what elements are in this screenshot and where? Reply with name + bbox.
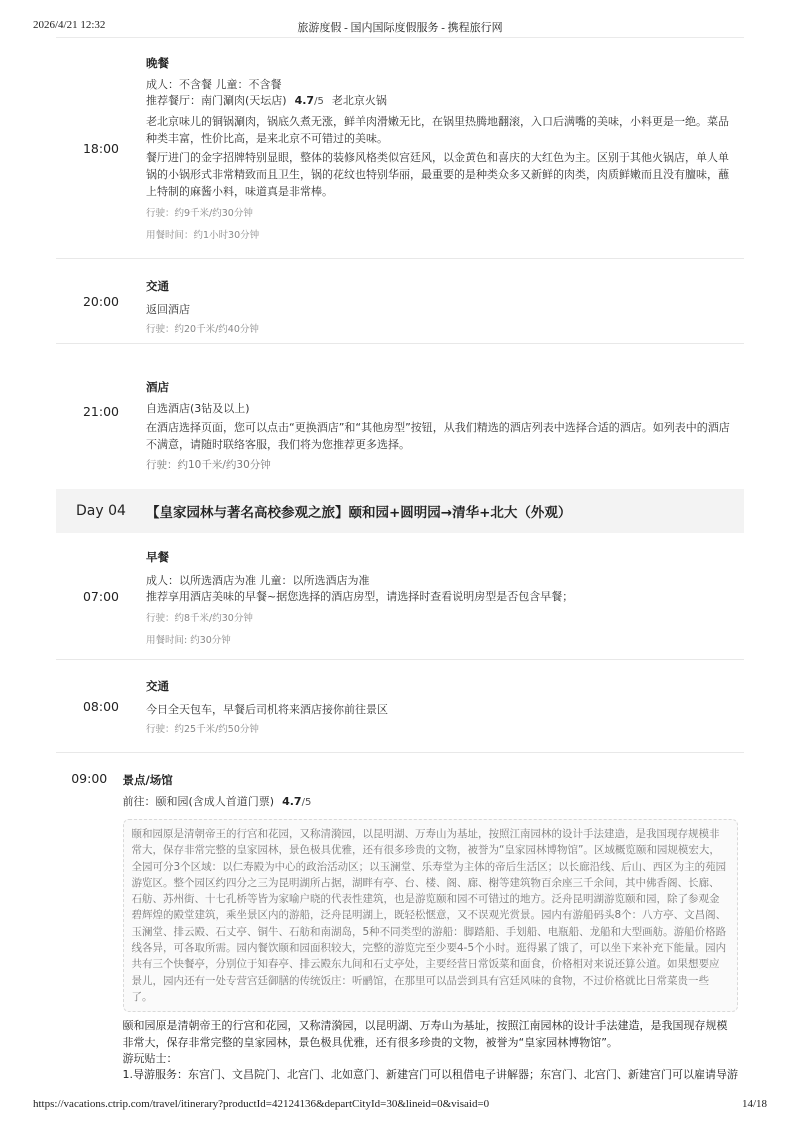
destination-name[interactable]: 前往：颐和园(含成人首道门票) <box>122 795 275 808</box>
category-label: 晚餐 <box>146 56 169 70</box>
restaurant-score: 4.7 <box>294 94 315 107</box>
drive-info: 行驶：约8千米/约30分钟 <box>146 613 253 624</box>
itinerary-row-transport <box>56 258 744 343</box>
itinerary-row-dinner <box>56 37 744 258</box>
breakfast-note: 推荐享用酒店美味的早餐~据您选择的酒店房型，请选择时查看说明房型是否包含早餐； <box>146 590 574 603</box>
restaurant-type: 老北京火锅 <box>331 94 387 107</box>
drive-info: 行驶：约25千米/约50分钟 <box>146 724 259 735</box>
restaurant-info <box>146 93 738 110</box>
time-label: 08:00 <box>82 698 120 714</box>
time-label: 20:00 <box>82 293 120 309</box>
destination-info <box>123 794 739 811</box>
category-label: 酒店 <box>146 380 169 394</box>
print-datetime: 2026/4/21 12:32 <box>33 19 106 31</box>
transport-text: 返回酒店 <box>146 303 190 316</box>
destination-score-denominator: /5 <box>301 797 312 808</box>
day-title: 【皇家园林与著名高校参观之旅】颐和园+圆明园→清华+北大（外观） <box>146 505 572 521</box>
tip-item: 1.导游服务：东宫门、文昌院门、北宫门、北如意门、新建宫门可以租借电子讲解器；东宫门、北宫门、新建宫门可以雇请导游 <box>122 1068 738 1082</box>
time-label: 21:00 <box>82 404 120 419</box>
attraction-summary: 颐和园原是清朝帝王的行宫和花园，又称清漪园，以昆明湖、万寿山为基址，按照江南园林的设计手法建造，是我国现存规模非常大，保存非常完整的皇家园林，景色极具优雅，还有很多珍贵的文物，被誉为“皇家园林博物馆”。 <box>122 1019 728 1050</box>
restaurant-score-denominator: /5 <box>314 96 324 107</box>
print-title: 旅游度假 - 国内国际度假服务 - 携程旅行网 <box>297 22 503 34</box>
category-label: 交通 <box>146 679 169 693</box>
meal-info: 成人：以所选酒店为准 儿童：以所选酒店为准 <box>146 574 370 587</box>
time-label: 18:00 <box>82 140 120 156</box>
drive-info: 行驶：约10千米/约30分钟 <box>146 459 271 471</box>
restaurant-detail: 餐厅进门的金字招牌特别显眼，整体的装修风格类似宫廷风，以金黄色和喜庆的大红色为主。区别于其他火锅店，单人单锅的小锅形式非常精致而且卫生，锅的花纹也特别华丽，最重要的是种类众多又新鲜的肉类，肉质鲜嫩而且没有膻味，蘸上特制的麻酱小料，味道真是非常棒。 <box>146 151 729 198</box>
itinerary-content <box>56 37 744 1092</box>
category-label: 交通 <box>146 279 169 293</box>
itinerary-row-transport-day4 <box>56 659 744 752</box>
meal-duration: 用餐时间：约1小时30分钟 <box>146 230 260 241</box>
category-label: 景点/场馆 <box>122 773 173 787</box>
hotel-description: 在酒店选择页面，您可以点击“更换酒店”和“其他房型”按钮，从我们精选的酒店列表中选择合适的酒店。如列表中的酒店不满意，请随时联络客服，我们将为您推荐更多选择。 <box>146 421 730 451</box>
meal-duration: 用餐时间: 约30分钟 <box>146 635 231 646</box>
transport-text: 今日全天包车，早餐后司机将来酒店接你前往景区 <box>146 703 388 716</box>
print-url[interactable]: https://vacations.ctrip.com/travel/itinerary?productId=42124136&departCityId=30&lineid=0&visaid=0 <box>33 1098 490 1110</box>
category-label: 早餐 <box>146 550 169 564</box>
itinerary-row-attraction <box>56 752 744 1092</box>
itinerary-row-hotel <box>56 343 744 479</box>
drive-info: 行驶：约20千米/约40分钟 <box>146 324 259 335</box>
time-label: 07:00 <box>82 588 120 604</box>
attraction-description-box: 颐和园原是清朝帝王的行宫和花园，又称清漪园，以昆明湖、万寿山为基址，按照江南园林的设计手法建造，是我国现存规模非常大，保存非常完整的皇家园林，景色极具优雅，还有很多珍贵的文物，被誉为“皇家园林博物馆”。区域概览颐和园规模宏大，全园可分3个区域：以仁寿殿为中心的政治活动区；以玉澜堂、乐寿堂为主体的帝后生活区；以长廊沿线、后山、西区为主的苑园游览区。整个园区约四分之三为昆明湖所占据，湖畔有亭、台、楼、阁、廊、榭等建筑物百余座三千余间，其中佛香阁、长廊、石舫、苏州街、十七孔桥等皆为家喻户晓的代表性建筑，也是游览颐和园不可错过的地方。泛舟昆明湖游览颐和园，除了参观金碧辉煌的殿堂建筑，乘坐景区内的游船，泛舟昆明湖上，既轻松惬意，又不误观光赏景。园内有游船码头8个：八方亭、文昌阁、玉澜堂、排云殿、石丈亭、铜牛、石舫和南湖岛，5种不同类型的游船：脚踏船、手划船、电瓶船、龙船和大型画舫。游船价格路线各异，可各取所需。园内餐饮颐和园面积较大，完整的游览完至少要4-5个小时。逛得累了饿了，可以坐下来补充下能量。园内共有三个快餐亭，分别位于知春亭、排云殿东九间和石丈亭处，主要经营日常饭菜和面食，价格相对来说还算公道。如果想要应景儿，园内还有一处专营宫廷御膳的传统饭庄：听鹂馆，在那里可以品尝到具有宫廷风味的食物，不过价格就比日常菜贵一些了。 <box>123 819 739 1012</box>
itinerary-row-breakfast <box>56 533 744 659</box>
restaurant-description: 老北京味儿的铜锅涮肉，锅底久煮无涨，鲜羊肉滑嫩无比，在锅里热腾地翻滚，入口后满嘴的美味，小料更是一绝。菜品种类丰富，性价比高，是来北京不可错过的美味。 <box>146 115 729 145</box>
page-number: 14/18 <box>741 1098 767 1110</box>
hotel-option[interactable]: 自选酒店(3钻及以上) <box>146 402 250 415</box>
destination-score: 4.7 <box>282 795 302 808</box>
tips-label: 游玩贴士： <box>122 1052 178 1066</box>
meal-info: 成人：不含餐 儿童：不含餐 <box>146 78 282 91</box>
print-header <box>0 14 800 34</box>
restaurant-name[interactable]: 推荐餐厅：南门涮肉(天坛店) <box>146 94 287 107</box>
day-number: Day 04 <box>76 503 126 519</box>
time-label: 09:00 <box>71 771 108 786</box>
drive-info: 行驶：约9千米/约30分钟 <box>146 208 253 219</box>
day-header <box>56 489 744 533</box>
